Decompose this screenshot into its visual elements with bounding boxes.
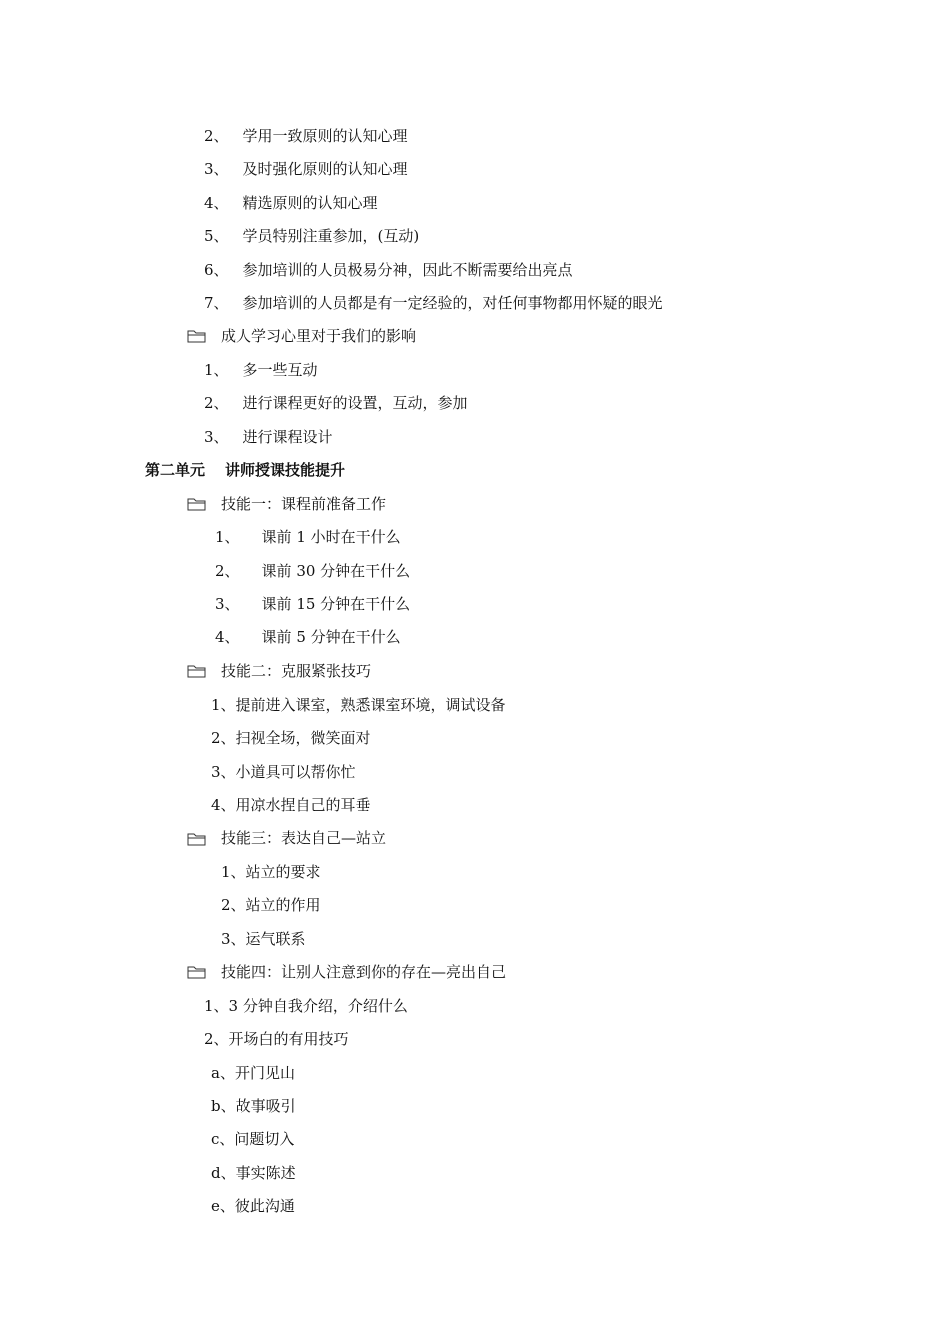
- list-item: 1、3 分钟自我介绍，介绍什么: [204, 997, 408, 1015]
- skill-heading: 技能三：表达自己—站立: [221, 829, 387, 847]
- item-text: 课前 15 分钟在干什么: [261, 595, 411, 613]
- list-item: [204, 293, 663, 313]
- item-text: 课前 30 分钟在干什么: [261, 562, 411, 580]
- unit-title: [145, 460, 345, 480]
- list-item: [204, 159, 408, 179]
- item-number: 6、: [204, 261, 229, 279]
- list-item: [215, 594, 410, 614]
- list-item: [204, 360, 318, 380]
- item-text: 参加培训的人员极易分神，因此不断需要给出亮点: [242, 261, 573, 279]
- skill-heading: 技能四：让别人注意到你的存在—亮出自己: [221, 963, 507, 981]
- list-item: 2、站立的作用: [221, 896, 321, 914]
- list-item: 1、提前进入课室，熟悉课室环境，调试设备: [211, 696, 506, 714]
- list-item: 1、站立的要求: [221, 863, 321, 881]
- list-item: [215, 627, 401, 647]
- item-text: 进行课程更好的设置，互动，参加: [242, 394, 468, 412]
- item-number: 4、: [204, 194, 229, 212]
- item-number: 1、: [215, 528, 240, 546]
- item-number: 2、: [204, 394, 229, 412]
- list-item: [204, 260, 573, 280]
- item-number: 2、: [204, 127, 229, 145]
- skill-heading: 技能一：课程前准备工作: [221, 495, 387, 513]
- folder-icon: [187, 664, 207, 678]
- list-item: [215, 527, 401, 547]
- item-number: 5、: [204, 227, 229, 245]
- list-item: [204, 393, 468, 413]
- item-text: 学员特别注重参加，(互动): [242, 227, 420, 245]
- sub-list-item: c、问题切入: [211, 1130, 295, 1148]
- sub-list-item: b、故事吸引: [211, 1097, 296, 1115]
- sub-list-item: d、事实陈述: [211, 1164, 296, 1182]
- list-item: [204, 193, 378, 213]
- list-item: [204, 226, 419, 246]
- list-item: 3、运气联系: [221, 930, 306, 948]
- folder-icon: [187, 832, 207, 846]
- item-number: 3、: [204, 160, 229, 178]
- item-number: 1、: [204, 361, 229, 379]
- unit-title-text: 讲师授课技能提升: [225, 461, 346, 479]
- list-item: 2、开场白的有用技巧: [204, 1030, 349, 1048]
- section-heading: 成人学习心里对于我们的影响: [221, 327, 417, 345]
- list-item: [215, 561, 410, 581]
- item-number: 2、: [215, 562, 240, 580]
- item-number: 3、: [204, 428, 229, 446]
- skill-heading: 技能二：克服紧张技巧: [221, 662, 372, 680]
- sub-list-item: e、彼此沟通: [211, 1197, 295, 1215]
- item-number: 3、: [215, 595, 240, 613]
- folder-icon: [187, 329, 207, 343]
- item-number: 7、: [204, 294, 229, 312]
- item-text: 精选原则的认知心理: [242, 194, 378, 212]
- list-item: 4、用凉水捏自己的耳垂: [211, 796, 371, 814]
- item-text: 多一些互动: [242, 361, 318, 379]
- item-number: 4、: [215, 628, 240, 646]
- list-item: [204, 427, 333, 447]
- folder-icon: [187, 497, 207, 511]
- item-text: 课前 1 小时在干什么: [261, 528, 401, 546]
- list-item: [204, 126, 408, 146]
- item-text: 及时强化原则的认知心理: [242, 160, 408, 178]
- unit-title-number: 第二单元: [145, 461, 206, 479]
- sub-list-item: a、开门见山: [211, 1064, 295, 1082]
- item-text: 学用一致原则的认知心理: [242, 127, 408, 145]
- item-text: 进行课程设计: [242, 428, 333, 446]
- folder-icon: [187, 965, 207, 979]
- item-text: 课前 5 分钟在干什么: [261, 628, 401, 646]
- list-item: 3、小道具可以帮你忙: [211, 763, 356, 781]
- list-item: 2、扫视全场，微笑面对: [211, 729, 371, 747]
- item-text: 参加培训的人员都是有一定经验的，对任何事物都用怀疑的眼光: [242, 294, 663, 312]
